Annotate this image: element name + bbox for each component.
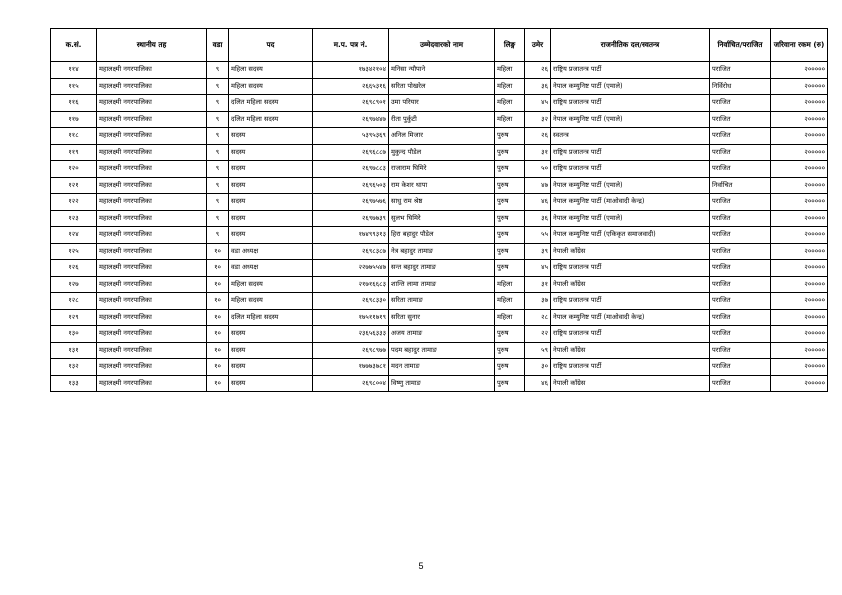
cell-candidate-name: सरिता सुनार: [389, 309, 495, 326]
cell-fine-amount: २०००००: [771, 359, 828, 376]
cell-ward: ९: [207, 111, 229, 128]
cell-ward: ९: [207, 161, 229, 178]
cell-party: राष्ट्रिय प्रजातन्त्र पार्टी: [551, 359, 710, 376]
cell-result-status: पराजित: [710, 326, 771, 343]
cell-gender: पुरुष: [495, 375, 525, 392]
cell-result-status: पराजित: [710, 359, 771, 376]
cell-certificate-number: १७५११७१९: [313, 309, 389, 326]
table-row: [51, 95, 828, 112]
table-row: [51, 342, 828, 359]
cell-gender: महिला: [495, 111, 525, 128]
cell-gender: पुरुष: [495, 194, 525, 211]
cell-candidate-name: सुलभ घिमिरे: [389, 210, 495, 227]
table-row: [51, 210, 828, 227]
cell-result-status: पराजित: [710, 128, 771, 145]
cell-candidate-name: राम केशर थापा: [389, 177, 495, 194]
cell-local-level: महालक्ष्मी नगरपालिका: [97, 144, 207, 161]
cell-ward: ९: [207, 210, 229, 227]
cell-fine-amount: २०००००: [771, 375, 828, 392]
cell-party: नेपाल कम्युनिष्ट पार्टी (एमाले): [551, 111, 710, 128]
cell-certificate-number: २६९८३८७: [313, 243, 389, 260]
cell-age: ४५: [525, 260, 551, 277]
cell-local-level: महालक्ष्मी नगरपालिका: [97, 309, 207, 326]
cell-certificate-number: २२७७५५४७: [313, 260, 389, 277]
cell-post: सदस्य: [229, 342, 313, 359]
cell-fine-amount: २०००००: [771, 194, 828, 211]
cell-gender: पुरुष: [495, 342, 525, 359]
cell-post: वडा अध्यक्ष: [229, 243, 313, 260]
cell-result-status: निर्विरोध: [710, 78, 771, 95]
cell-serial-number: १२९: [51, 309, 97, 326]
cell-ward: १०: [207, 359, 229, 376]
cell-party: राष्ट्रिय प्रजातन्त्र पार्टी: [551, 326, 710, 343]
cell-ward: ९: [207, 144, 229, 161]
table-row: [51, 194, 828, 211]
table-row: [51, 62, 828, 79]
cell-age: ३७: [525, 293, 551, 310]
cell-ward: १०: [207, 342, 229, 359]
cell-fine-amount: २०००००: [771, 95, 828, 112]
cell-certificate-number: २६९७५७६: [313, 194, 389, 211]
cell-gender: महिला: [495, 276, 525, 293]
cell-serial-number: १२४: [51, 227, 97, 244]
cell-local-level: महालक्ष्मी नगरपालिका: [97, 95, 207, 112]
cell-fine-amount: २०००००: [771, 276, 828, 293]
table-row: [51, 227, 828, 244]
cell-post: सदस्य: [229, 194, 313, 211]
header-age: उमेर: [525, 29, 551, 62]
cell-candidate-name: साधु राम श्रेष्ठ: [389, 194, 495, 211]
cell-result-status: पराजित: [710, 161, 771, 178]
cell-gender: पुरुष: [495, 260, 525, 277]
table-row: [51, 177, 828, 194]
header-candidate-name: उम्मेदवारको नाम: [389, 29, 495, 62]
cell-age: २६: [525, 128, 551, 145]
table-row: [51, 359, 828, 376]
cell-result-status: निर्वाचित: [710, 177, 771, 194]
table-row: [51, 78, 828, 95]
cell-certificate-number: ५३९५३६९: [313, 128, 389, 145]
cell-candidate-name: मदन तामाङ: [389, 359, 495, 376]
cell-party: राष्ट्रिय प्रजातन्त्र पार्टी: [551, 293, 710, 310]
cell-local-level: महालक्ष्मी नगरपालिका: [97, 293, 207, 310]
cell-serial-number: १२२: [51, 194, 97, 211]
table-row: [51, 375, 828, 392]
cell-age: ४६: [525, 194, 551, 211]
cell-certificate-number: १७४९९३१३: [313, 227, 389, 244]
cell-gender: पुरुष: [495, 144, 525, 161]
table-row: [51, 309, 828, 326]
cell-party: राष्ट्रिय प्रजातन्त्र पार्टी: [551, 95, 710, 112]
cell-gender: पुरुष: [495, 326, 525, 343]
cell-local-level: महालक्ष्मी नगरपालिका: [97, 326, 207, 343]
cell-local-level: महालक्ष्मी नगरपालिका: [97, 260, 207, 277]
cell-candidate-name: रीता पुर्कुटी: [389, 111, 495, 128]
cell-ward: ९: [207, 128, 229, 145]
cell-post: सदस्य: [229, 326, 313, 343]
cell-certificate-number: २६९८३३०: [313, 293, 389, 310]
cell-party: नेपाली काँग्रेस: [551, 375, 710, 392]
cell-gender: पुरुष: [495, 177, 525, 194]
cell-gender: महिला: [495, 62, 525, 79]
cell-candidate-name: शान्ति लामा तामाङ: [389, 276, 495, 293]
table-row: [51, 276, 828, 293]
cell-post: महिला सदस्य: [229, 78, 313, 95]
cell-certificate-number: २६६५३१६: [313, 78, 389, 95]
cell-certificate-number: २६९७७३९: [313, 210, 389, 227]
cell-post: दलित महिला सदस्य: [229, 95, 313, 112]
table-row: [51, 326, 828, 343]
header-result-status: निर्वाचित/पराजित: [710, 29, 771, 62]
cell-gender: पुरुष: [495, 161, 525, 178]
cell-candidate-name: सरिता पोखरेल: [389, 78, 495, 95]
cell-post: सदस्य: [229, 227, 313, 244]
cell-serial-number: १२६: [51, 260, 97, 277]
cell-age: ३६: [525, 78, 551, 95]
cell-post: महिला सदस्य: [229, 293, 313, 310]
cell-local-level: महालक्ष्मी नगरपालिका: [97, 78, 207, 95]
cell-candidate-name: हिरा बहादुर पौडेल: [389, 227, 495, 244]
table-row: [51, 111, 828, 128]
cell-gender: महिला: [495, 293, 525, 310]
cell-local-level: महालक्ष्मी नगरपालिका: [97, 62, 207, 79]
cell-local-level: महालक्ष्मी नगरपालिका: [97, 128, 207, 145]
cell-gender: पुरुष: [495, 227, 525, 244]
header-certificate-number: म.प. पत्र नं.: [313, 29, 389, 62]
cell-age: ३६: [525, 210, 551, 227]
cell-serial-number: १३१: [51, 342, 97, 359]
cell-candidate-name: सरिता तामाङ: [389, 293, 495, 310]
cell-ward: १०: [207, 276, 229, 293]
table-row: [51, 161, 828, 178]
cell-ward: १०: [207, 309, 229, 326]
cell-party: नेपाल कम्युनिष्ट पार्टी (एमाले): [551, 78, 710, 95]
cell-ward: १०: [207, 293, 229, 310]
cell-party: राष्ट्रिय प्रजातन्त्र पार्टी: [551, 161, 710, 178]
cell-age: ५९: [525, 342, 551, 359]
cell-ward: ९: [207, 194, 229, 211]
table-row: [51, 260, 828, 277]
cell-post: दलित महिला सदस्य: [229, 309, 313, 326]
cell-serial-number: १२३: [51, 210, 97, 227]
cell-party: नेपाल कम्युनिष्ट पार्टी (एकिकृत समाजवादी): [551, 227, 710, 244]
cell-candidate-name: राजाराम घिमिरे: [389, 161, 495, 178]
cell-result-status: पराजित: [710, 276, 771, 293]
table-body: [51, 62, 828, 392]
cell-certificate-number: २६९८००४: [313, 375, 389, 392]
cell-result-status: पराजित: [710, 342, 771, 359]
cell-serial-number: ११७: [51, 111, 97, 128]
cell-certificate-number: १७७७३७८१: [313, 359, 389, 376]
cell-gender: पुरुष: [495, 359, 525, 376]
cell-post: महिला सदस्य: [229, 276, 313, 293]
cell-local-level: महालक्ष्मी नगरपालिका: [97, 177, 207, 194]
cell-party: राष्ट्रिय प्रजातन्त्र पार्टी: [551, 144, 710, 161]
cell-fine-amount: २०००००: [771, 260, 828, 277]
page-number: 5: [418, 561, 424, 571]
cell-candidate-name: उमा परियार: [389, 95, 495, 112]
cell-post: सदस्य: [229, 144, 313, 161]
cell-ward: ९: [207, 78, 229, 95]
cell-post: सदस्य: [229, 161, 313, 178]
cell-post: सदस्य: [229, 177, 313, 194]
cell-fine-amount: २०००००: [771, 243, 828, 260]
cell-ward: ९: [207, 227, 229, 244]
cell-local-level: महालक्ष्मी नगरपालिका: [97, 359, 207, 376]
cell-party: नेपाली काँग्रेस: [551, 243, 710, 260]
cell-age: ५०: [525, 161, 551, 178]
cell-local-level: महालक्ष्मी नगरपालिका: [97, 375, 207, 392]
cell-ward: १०: [207, 326, 229, 343]
table-row: [51, 293, 828, 310]
cell-serial-number: १३०: [51, 326, 97, 343]
cell-gender: पुरुष: [495, 243, 525, 260]
cell-age: ४६: [525, 375, 551, 392]
cell-result-status: पराजित: [710, 62, 771, 79]
cell-serial-number: १३३: [51, 375, 97, 392]
header-local-level: स्थानीय तह: [97, 29, 207, 62]
cell-age: ५५: [525, 227, 551, 244]
cell-party: नेपाल कम्युनिष्ट पार्टी (माओवादी केन्द्र): [551, 309, 710, 326]
cell-certificate-number: २१७१६६८३: [313, 276, 389, 293]
cell-age: ३१: [525, 276, 551, 293]
cell-fine-amount: २०००००: [771, 62, 828, 79]
cell-certificate-number: २६९७८८३: [313, 161, 389, 178]
cell-party: नेपाली काँग्रेस: [551, 342, 710, 359]
cell-party: नेपाल कम्युनिष्ट पार्टी (एमाले): [551, 177, 710, 194]
cell-candidate-name: नेत्र बहादुर तामाङ: [389, 243, 495, 260]
table-row: [51, 128, 828, 145]
cell-fine-amount: २०००००: [771, 210, 828, 227]
cell-fine-amount: २०००००: [771, 128, 828, 145]
cell-result-status: पराजित: [710, 293, 771, 310]
cell-age: ४५: [525, 95, 551, 112]
cell-ward: ९: [207, 177, 229, 194]
cell-age: २२: [525, 326, 551, 343]
cell-gender: महिला: [495, 78, 525, 95]
cell-result-status: पराजित: [710, 375, 771, 392]
cell-fine-amount: २०००००: [771, 293, 828, 310]
header-ward: वडा: [207, 29, 229, 62]
cell-party: नेपाल कम्युनिष्ट पार्टी (माओवादी केन्द्र): [551, 194, 710, 211]
cell-post: दलित महिला सदस्य: [229, 111, 313, 128]
cell-fine-amount: २०००००: [771, 326, 828, 343]
cell-serial-number: १२१: [51, 177, 97, 194]
cell-serial-number: १२७: [51, 276, 97, 293]
cell-ward: १०: [207, 260, 229, 277]
cell-serial-number: ११८: [51, 128, 97, 145]
cell-post: सदस्य: [229, 359, 313, 376]
cell-certificate-number: २६९६८८७: [313, 144, 389, 161]
cell-local-level: महालक्ष्मी नगरपालिका: [97, 243, 207, 260]
cell-local-level: महालक्ष्मी नगरपालिका: [97, 111, 207, 128]
cell-certificate-number: २६९६५०३: [313, 177, 389, 194]
cell-result-status: पराजित: [710, 95, 771, 112]
cell-certificate-number: २६९८९७७: [313, 342, 389, 359]
cell-local-level: महालक्ष्मी नगरपालिका: [97, 210, 207, 227]
cell-post: सदस्य: [229, 375, 313, 392]
cell-result-status: पराजित: [710, 243, 771, 260]
cell-candidate-name: अजय तामाङ: [389, 326, 495, 343]
cell-post: सदस्य: [229, 128, 313, 145]
cell-post: वडा अध्यक्ष: [229, 260, 313, 277]
cell-local-level: महालक्ष्मी नगरपालिका: [97, 276, 207, 293]
cell-ward: १०: [207, 243, 229, 260]
cell-post: महिला सदस्य: [229, 62, 313, 79]
cell-candidate-name: पदम बहादुर तामाङ: [389, 342, 495, 359]
cell-age: २६: [525, 62, 551, 79]
cell-age: ३२: [525, 111, 551, 128]
cell-candidate-name: विष्णु तामाङ: [389, 375, 495, 392]
cell-gender: पुरुष: [495, 128, 525, 145]
cell-serial-number: १२५: [51, 243, 97, 260]
cell-gender: महिला: [495, 95, 525, 112]
cell-local-level: महालक्ष्मी नगरपालिका: [97, 194, 207, 211]
cell-age: ३०: [525, 359, 551, 376]
table-header-row: [51, 29, 828, 62]
header-fine-amount: जरिवाना रकम (रु): [771, 29, 828, 62]
cell-serial-number: ११९: [51, 144, 97, 161]
cell-party: नेपाल कम्युनिष्ट पार्टी (एमाले): [551, 210, 710, 227]
header-gender: लिङ्ग: [495, 29, 525, 62]
cell-certificate-number: २६९८९०१: [313, 95, 389, 112]
cell-age: ४७: [525, 177, 551, 194]
cell-party: राष्ट्रिय प्रजातन्त्र पार्टी: [551, 260, 710, 277]
cell-result-status: पराजित: [710, 210, 771, 227]
header-post: पद: [229, 29, 313, 62]
cell-fine-amount: २०००००: [771, 227, 828, 244]
cell-result-status: पराजित: [710, 309, 771, 326]
cell-party: स्वतन्त्र: [551, 128, 710, 145]
header-party: राजनीतिक दल/स्वतन्त्र: [551, 29, 710, 62]
cell-ward: ९: [207, 95, 229, 112]
cell-candidate-name: मनिसा न्यौपाने: [389, 62, 495, 79]
cell-serial-number: ११५: [51, 78, 97, 95]
cell-candidate-name: सन्त बहादुर तामाङ: [389, 260, 495, 277]
cell-ward: ९: [207, 62, 229, 79]
cell-serial-number: ११६: [51, 95, 97, 112]
cell-gender: पुरुष: [495, 210, 525, 227]
cell-age: ३९: [525, 243, 551, 260]
table-row: [51, 243, 828, 260]
cell-certificate-number: २३६५६३३३: [313, 326, 389, 343]
cell-local-level: महालक्ष्मी नगरपालिका: [97, 161, 207, 178]
cell-fine-amount: २०००००: [771, 111, 828, 128]
cell-candidate-name: मुकुन्द पौडेल: [389, 144, 495, 161]
election-results-table: [50, 28, 828, 392]
cell-fine-amount: २०००००: [771, 177, 828, 194]
cell-result-status: पराजित: [710, 144, 771, 161]
table-row: [51, 144, 828, 161]
cell-party: नेपाली काँग्रेस: [551, 276, 710, 293]
cell-fine-amount: २०००००: [771, 309, 828, 326]
cell-result-status: पराजित: [710, 194, 771, 211]
cell-serial-number: ११४: [51, 62, 97, 79]
header-serial-number: क.सं.: [51, 29, 97, 62]
cell-party: राष्ट्रिय प्रजातन्त्र पार्टी: [551, 62, 710, 79]
cell-result-status: पराजित: [710, 111, 771, 128]
cell-post: सदस्य: [229, 210, 313, 227]
cell-local-level: महालक्ष्मी नगरपालिका: [97, 227, 207, 244]
cell-age: ३१: [525, 144, 551, 161]
cell-ward: १०: [207, 375, 229, 392]
cell-fine-amount: २०००००: [771, 78, 828, 95]
cell-fine-amount: २०००००: [771, 161, 828, 178]
cell-certificate-number: २६९७४४७: [313, 111, 389, 128]
cell-gender: महिला: [495, 309, 525, 326]
cell-result-status: पराजित: [710, 227, 771, 244]
cell-serial-number: १२०: [51, 161, 97, 178]
cell-serial-number: १३२: [51, 359, 97, 376]
cell-certificate-number: १७३४२१०४: [313, 62, 389, 79]
cell-age: २८: [525, 309, 551, 326]
cell-candidate-name: अनिल मिजार: [389, 128, 495, 145]
cell-local-level: महालक्ष्मी नगरपालिका: [97, 342, 207, 359]
cell-fine-amount: २०००००: [771, 144, 828, 161]
cell-fine-amount: २०००००: [771, 342, 828, 359]
cell-serial-number: १२८: [51, 293, 97, 310]
cell-result-status: पराजित: [710, 260, 771, 277]
